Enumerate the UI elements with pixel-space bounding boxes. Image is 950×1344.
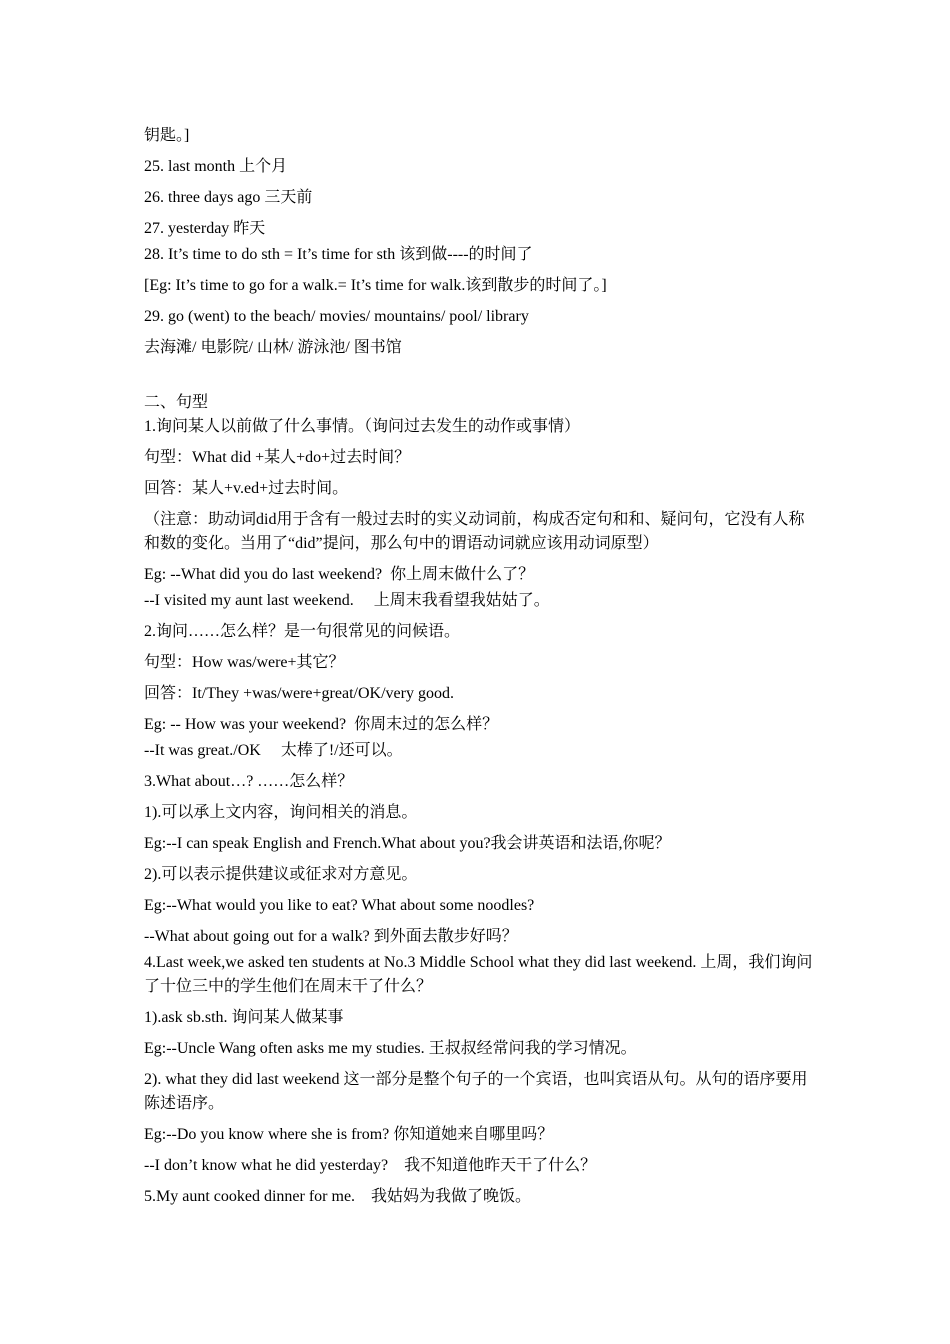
- document-page: [144, 124, 816, 1209]
- text-line: 钥匙。]: [144, 127, 190, 144]
- text-line: 回答：It/They +was/were+great/OK/very good.: [144, 685, 454, 702]
- text-line: Eg:--Do you know where she is from? 你知道她来自哪里吗？: [144, 1126, 554, 1143]
- text-line: 1).ask sb.sth. 询问某人做某事: [144, 1009, 344, 1026]
- note-paragraph: （注意：助动词did用于含有一般过去时的实义动词前，构成否定句和和、疑问句，它没有人称和数的变化。当用了“did”提问，那么句中的谓语动词就应该用动词原型）: [144, 511, 805, 552]
- text-paragraph: 2). what they did last weekend 这一部分是整个句子的一个宾语，也叫宾语从句。从句的语序要用陈述语序。: [144, 1071, 808, 1112]
- text-line: --What about going out for a walk? 到外面去散步好吗？: [144, 928, 518, 945]
- text-line: Eg: --What did you do last weekend? 你上周末做什么了？: [144, 566, 535, 583]
- text-line: Eg: -- How was your weekend? 你周末过的怎么样？: [144, 716, 499, 733]
- text-line: 2).可以表示提供建议或征求对方意见。: [144, 866, 418, 883]
- section-heading: 二、句型: [144, 394, 209, 411]
- text-line: 26. three days ago 三天前: [144, 189, 313, 206]
- text-line: Eg:--I can speak English and French.What about you?我会讲英语和法语,你呢？: [144, 835, 671, 852]
- text-line: 句型：What did +某人+do+过去时间？: [144, 449, 411, 466]
- text-line: Eg:--What would you like to eat? What about some noodles?: [144, 897, 535, 914]
- text-line: Eg:--Uncle Wang often asks me my studies. 王叔叔经常问我的学习情况。: [144, 1040, 637, 1057]
- text-line: 27. yesterday 昨天: [144, 220, 266, 237]
- text-line: 28. It’s time to do sth = It’s time for sth 该到做----的时间了: [144, 246, 533, 263]
- text-line: 去海滩/ 电影院/ 山林/ 游泳池/ 图书馆: [144, 339, 402, 356]
- text-line: --It was great./OK 太棒了!/还可以。: [144, 742, 403, 759]
- text-line: 回答：某人+v.ed+过去时间。: [144, 480, 349, 497]
- text-line: 1.询问某人以前做了什么事情。（询问过去发生的动作或事情）: [144, 418, 581, 435]
- text-line: --I visited my aunt last weekend. 上周末我看望我姑姑了。: [144, 592, 550, 609]
- text-line: 5.My aunt cooked dinner for me. 我姑妈为我做了晚饭。: [144, 1188, 532, 1205]
- text-paragraph: 4.Last week,we asked ten students at No.3 Middle School what they did last weekend. 上周，我们询问了十位三中的学生他们在周末干了什么？: [144, 954, 813, 995]
- text-line: 2.询问……怎么样？是一句很常见的问候语。: [144, 623, 461, 640]
- text-line: 1).可以承上文内容，询问相关的消息。: [144, 804, 418, 821]
- text-line: --I don’t know what he did yesterday? 我不知道他昨天干了什么？: [144, 1157, 597, 1174]
- text-line: 3.What about…? ……怎么样？: [144, 773, 354, 790]
- text-line: 句型：How was/were+其它？: [144, 654, 345, 671]
- text-line: [Eg: It’s time to go for a walk.= It’s time for walk.该到散步的时间了。]: [144, 277, 607, 294]
- text-line: 29. go (went) to the beach/ movies/ mountains/ pool/ library: [144, 308, 529, 325]
- text-line: 25. last month 上个月: [144, 158, 288, 175]
